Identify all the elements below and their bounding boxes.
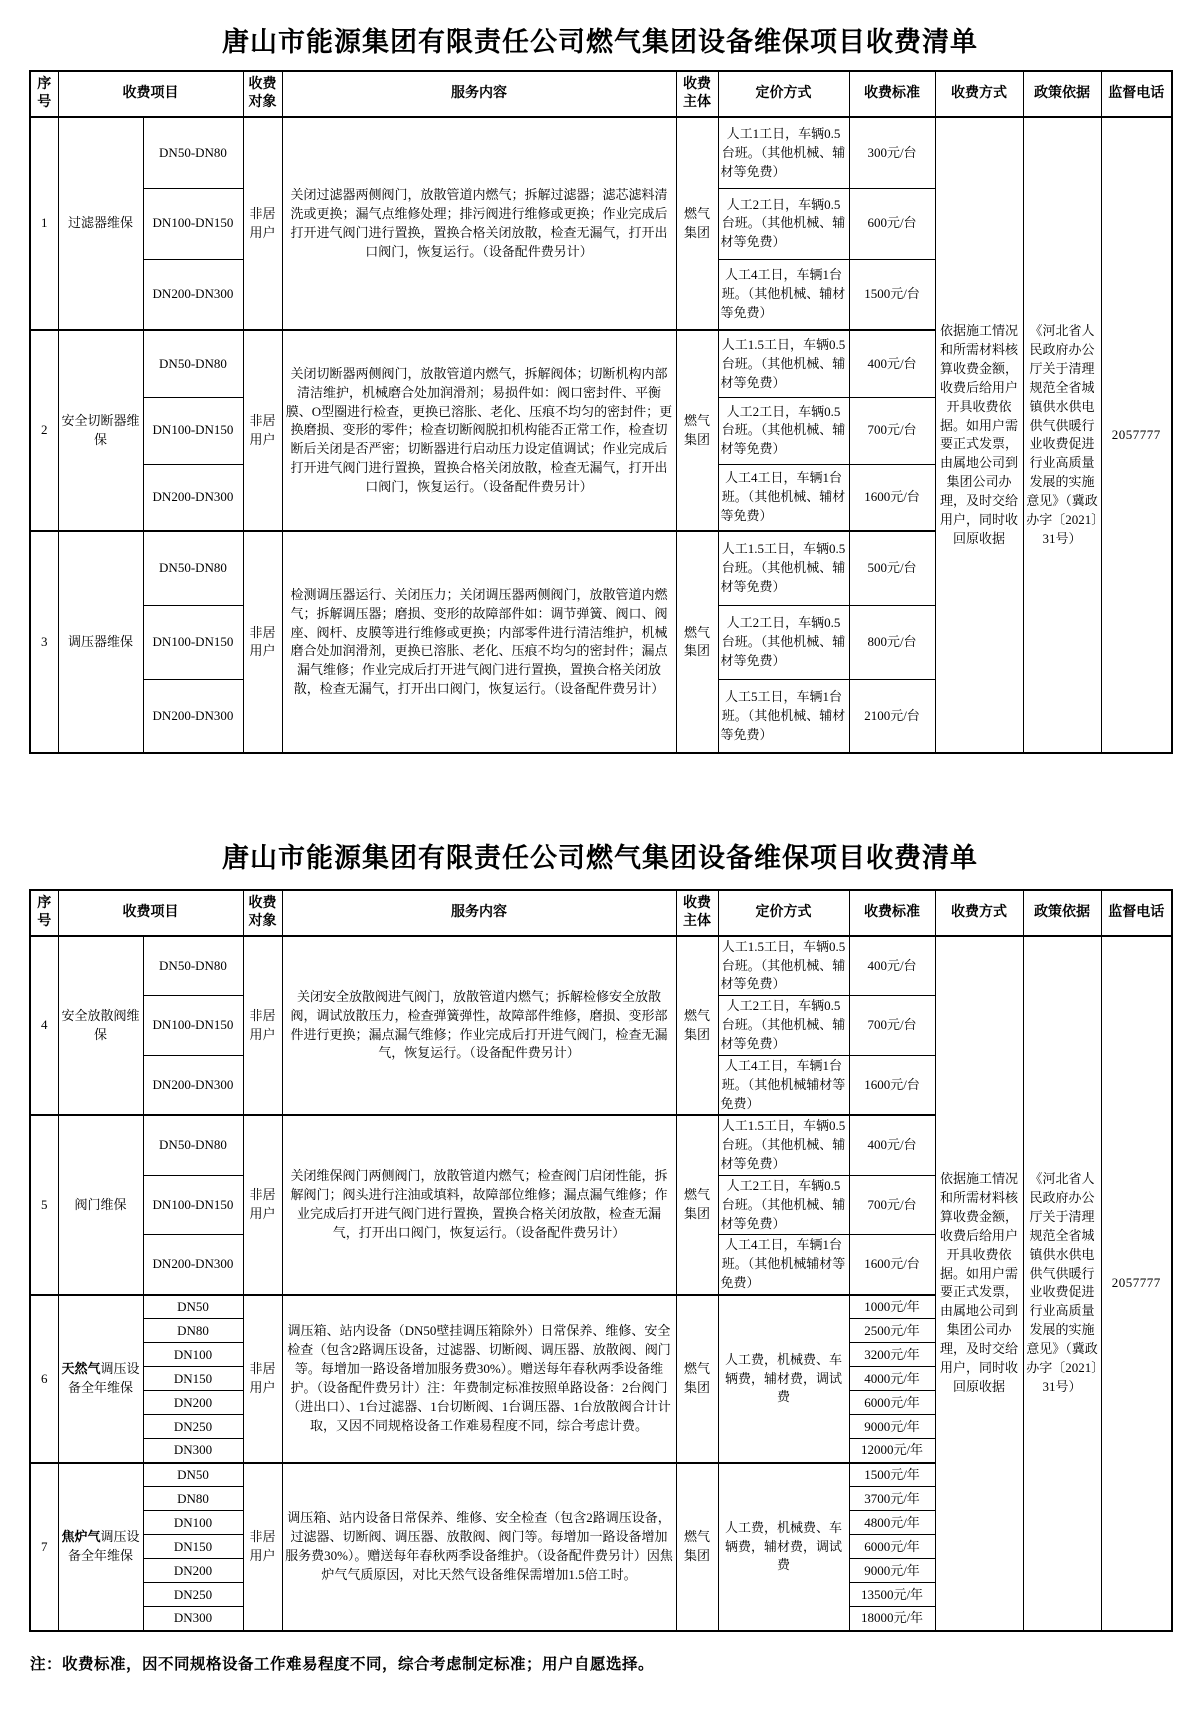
dn-spec: DN200 xyxy=(143,1391,243,1415)
row-seq: 1 xyxy=(30,117,58,330)
fee-standard: 4000元/年 xyxy=(849,1367,935,1391)
col-header-item: 收费项目 xyxy=(58,71,243,117)
fee-standard: 700元/台 xyxy=(849,996,935,1056)
pricing-method: 人工1.5工日，车辆0.5台班。（其他机械、辅材等免费） xyxy=(718,330,849,397)
col-header-pricing: 定价方式 xyxy=(718,71,849,117)
fee-item-name-rest: 安全放散阀维保 xyxy=(61,1007,140,1042)
page-title: 唐山市能源集团有限责任公司燃气集团设备维保项目收费清单 xyxy=(222,27,978,57)
row-seq: 6 xyxy=(30,1295,58,1463)
dn-spec: DN250 xyxy=(143,1415,243,1439)
dn-spec: DN150 xyxy=(143,1535,243,1559)
fee-standard: 2100元/台 xyxy=(849,679,935,753)
fee-standard: 400元/台 xyxy=(849,330,935,397)
supervision-phone: 2057777 xyxy=(1101,936,1172,1631)
pricing-method: 人工5工日，车辆1台班。（其他机械、辅材等免费） xyxy=(718,679,849,753)
row-seq: 7 xyxy=(30,1463,58,1631)
col-header-subject: 收费主体 xyxy=(676,71,718,117)
service-description: 关闭过滤器两侧阀门，放散管道内燃气；拆解过滤器；滤芯滤料清洗或更换；漏气点维修处理；排污阀进行维修或更换；作业完成后打开进气阀门进行置换，置换合格关闭放散，检查无漏气，打开出口阀门，恢复运行。（设备配件费另计） xyxy=(282,117,676,330)
fee-standard: 600元/台 xyxy=(849,188,935,259)
dn-spec: DN150 xyxy=(143,1367,243,1391)
pricing-method: 人工4工日，车辆1台班。（其他机械、辅材等免费） xyxy=(718,464,849,531)
dn-spec: DN300 xyxy=(143,1607,243,1631)
fee-item-name-rest: 调压器维保 xyxy=(67,633,133,649)
col-header-target: 收费对象 xyxy=(243,890,282,936)
dn-spec: DN200-DN300 xyxy=(143,1235,243,1295)
fee-item-name-rest: 安全切断器维保 xyxy=(61,413,140,447)
col-header-policy: 政策依据 xyxy=(1023,71,1101,117)
policy-basis: 《河北省人民政府办公厅关于清理规范全省城镇供水供电供气供暖行业收费促进行业高质量发展的实施意见》（冀政办字〔2021〕31号） xyxy=(1023,117,1101,753)
dn-spec: DN80 xyxy=(143,1487,243,1511)
policy-basis: 《河北省人民政府办公厅关于清理规范全省城镇供水供电供气供暖行业收费促进行业高质量发展的实施意见》（冀政办字〔2021〕31号） xyxy=(1023,936,1101,1631)
fee-target: 非居用户 xyxy=(243,330,282,531)
fee-target: 非居用户 xyxy=(243,1115,282,1295)
fee-standard: 6000元/年 xyxy=(849,1535,935,1559)
col-header-service: 服务内容 xyxy=(282,890,676,936)
pricing-method: 人工4工日，车辆1台班。（其他机械辅材等免费） xyxy=(718,1055,849,1115)
dn-spec: DN100-DN150 xyxy=(143,605,243,679)
fee-table-2 xyxy=(29,889,1173,1632)
row-seq: 3 xyxy=(30,531,58,753)
fee-subject: 燃气集团 xyxy=(676,117,718,330)
col-header-policy: 政策依据 xyxy=(1023,890,1101,936)
col-header-service: 服务内容 xyxy=(282,71,676,117)
page-title-2: 唐山市能源集团有限责任公司燃气集团设备维保项目收费清单 xyxy=(222,843,978,874)
fee-standard: 9000元/年 xyxy=(849,1415,935,1439)
col-header-seq: 序号 xyxy=(30,71,58,117)
fee-subject: 燃气集团 xyxy=(676,1115,718,1295)
fee-item-name-bold: 天然气 xyxy=(61,1361,101,1377)
fee-item-name-rest: 阀门维保 xyxy=(74,1196,127,1212)
dn-spec: DN50 xyxy=(143,1463,243,1487)
dn-spec: DN50-DN80 xyxy=(143,117,243,188)
fee-standard: 6000元/年 xyxy=(849,1391,935,1415)
fee-standard: 1000元/年 xyxy=(849,1295,935,1319)
fee-target: 非居用户 xyxy=(243,531,282,753)
fee-subject: 燃气集团 xyxy=(676,1463,718,1631)
fee-item-name xyxy=(58,531,143,753)
dn-spec: DN50-DN80 xyxy=(143,936,243,996)
fee-standard: 300元/台 xyxy=(849,117,935,188)
fee-target: 非居用户 xyxy=(243,117,282,330)
pricing-method: 人工2工日，车辆0.5台班。（其他机械、辅材等免费） xyxy=(718,188,849,259)
fee-standard: 1600元/台 xyxy=(849,1055,935,1115)
col-header-method: 收费方式 xyxy=(935,71,1023,117)
fee-standard: 400元/台 xyxy=(849,1115,935,1175)
fee-standard: 1500元/年 xyxy=(849,1463,935,1487)
fee-target: 非居用户 xyxy=(243,1463,282,1631)
fee-standard: 9000元/年 xyxy=(849,1559,935,1583)
fee-standard: 12000元/年 xyxy=(849,1439,935,1463)
dn-spec: DN200-DN300 xyxy=(143,679,243,753)
fee-standard: 2500元/年 xyxy=(849,1319,935,1343)
supervision-phone: 2057777 xyxy=(1101,117,1172,753)
fee-item-name xyxy=(58,1295,143,1463)
dn-spec: DN80 xyxy=(143,1319,243,1343)
pricing-method: 人工4工日，车辆1台班。（其他机械辅材等免费） xyxy=(718,1235,849,1295)
fee-item-name xyxy=(58,936,143,1116)
dn-spec: DN300 xyxy=(143,1439,243,1463)
col-header-standard: 收费标准 xyxy=(849,71,935,117)
fee-subject: 燃气集团 xyxy=(676,936,718,1116)
service-description: 关闭维保阀门两侧阀门，放散管道内燃气；检查阀门启闭性能，拆解阀门；阀头进行注油或填料，故障部位维修；漏点漏气维修；作业完成后打开进气阀门进行置换，置换合格关闭放散，检查无漏气，打开出口阀门，恢复运行。（设备配件费另计） xyxy=(282,1115,676,1295)
pricing-method: 人工4工日，车辆1台班。（其他机械、辅材等免费） xyxy=(718,259,849,330)
col-header-pricing: 定价方式 xyxy=(718,890,849,936)
fee-standard: 500元/台 xyxy=(849,531,935,605)
service-description: 关闭切断器两侧阀门，放散管道内燃气，拆解阀体；切断机构内部清洁维护，机械磨合处加润滑剂；易损件如：阀口密封件、平衡膜、O型圈进行检查，更换已溶胀、老化、压痕不均匀的密封件；更换磨损、变形的零件；检查切断阀脱扣机构能否正常工作，检查切断后关闭是否严密；切断器进行启动压力设定值调试；作业完成后打开进气阀门进行置换，置换合格关闭放散，检查无漏气，打开出口阀门，恢复运行。（设备配件费另计） xyxy=(282,330,676,531)
fee-standard: 400元/台 xyxy=(849,936,935,996)
pricing-method: 人工1.5工日，车辆0.5台班。（其他机械、辅材等免费） xyxy=(718,1115,849,1175)
col-header-seq: 序号 xyxy=(30,890,58,936)
pricing-method: 人工2工日，车辆0.5台班。（其他机械、辅材等免费） xyxy=(718,996,849,1056)
col-header-subject: 收费主体 xyxy=(676,890,718,936)
fee-standard: 800元/台 xyxy=(849,605,935,679)
fee-standard: 3700元/年 xyxy=(849,1487,935,1511)
dn-spec: DN250 xyxy=(143,1583,243,1607)
dn-spec: DN50 xyxy=(143,1295,243,1319)
pricing-method: 人工1.5工日，车辆0.5台班。（其他机械、辅材等免费） xyxy=(718,531,849,605)
dn-spec: DN100-DN150 xyxy=(143,188,243,259)
dn-spec: DN50-DN80 xyxy=(143,1115,243,1175)
dn-spec: DN100 xyxy=(143,1343,243,1367)
dn-spec: DN200-DN300 xyxy=(143,1055,243,1115)
fee-item-name xyxy=(58,1115,143,1295)
row-seq: 5 xyxy=(30,1115,58,1295)
pricing-method: 人工费，机械费、车辆费，辅材费，调试费 xyxy=(718,1295,849,1463)
col-header-standard: 收费标准 xyxy=(849,890,935,936)
fee-subject: 燃气集团 xyxy=(676,330,718,531)
fee-standard: 1600元/台 xyxy=(849,1235,935,1295)
service-description: 关闭安全放散阀进气阀门，放散管道内燃气；拆解检修安全放散阀，调试放散压力，检查弹簧弹性，故障部件维修，磨损、变形部件进行更换；漏点漏气维修；作业完成后打开进气阀门，检查无漏气，恢复运行。（设备配件费另计） xyxy=(282,936,676,1116)
fee-item-name xyxy=(58,330,143,531)
fee-item-name xyxy=(58,1463,143,1631)
fee-item-name-bold: 焦炉气 xyxy=(61,1529,101,1545)
service-description: 调压箱、站内设备日常保养、维修、安全检查（包含2路调压设备，过滤器、切断阀、调压器、放散阀、阀门等。每增加一路设备增加服务费30%）。赠送每年春秋两季设备维护。（设备配件费另计）因焦炉气气质原因，对比天然气设备维保需增加1.5倍工时。 xyxy=(282,1463,676,1631)
pricing-method: 人工2工日，车辆0.5台班。（其他机械、辅材等免费） xyxy=(718,397,849,464)
fee-standard: 4800元/年 xyxy=(849,1511,935,1535)
fee-item-name-rest: 调压设备全年维保 xyxy=(67,1529,140,1563)
footnote: 注：收费标准，因不同规格设备工作难易程度不同，综合考虑制定标准；用户自愿选择。 xyxy=(30,1655,655,1673)
fee-standard: 1500元/台 xyxy=(849,259,935,330)
payment-method: 依据施工情况和所需材料核算收费金额，收费后给用户开具收费依据。如用户需要正式发票，由属地公司到集团公司办理，及时交给用户，同时收回原收据 xyxy=(935,936,1023,1631)
dn-spec: DN50-DN80 xyxy=(143,330,243,397)
service-description: 检测调压器运行、关闭压力；关闭调压器两侧阀门，放散管道内燃气；拆解调压器；磨损、变形的故障部件如：调节弹簧、阀口、阀座、阀杆、皮膜等进行维修或更换；内部零件进行清洁维护，机械磨合处加润滑剂，更换已溶胀、老化、压痕不均匀的密封件；漏点漏气维修；作业完成后打开进气阀门进行置换，置换合格关闭放散，检查无漏气，打开出口阀门，恢复运行。（设备配件费另计） xyxy=(282,531,676,753)
fee-subject: 燃气集团 xyxy=(676,1295,718,1463)
pricing-method: 人工1工日，车辆0.5台班。（其他机械、辅材等免费） xyxy=(718,117,849,188)
payment-method: 依据施工情况和所需材料核算收费金额，收费后给用户开具收费依据。如用户需要正式发票，由属地公司到集团公司办理，及时交给用户，同时收回原收据 xyxy=(935,117,1023,753)
dn-spec: DN200-DN300 xyxy=(143,464,243,531)
pricing-method: 人工2工日，车辆0.5台班。（其他机械、辅材等免费） xyxy=(718,605,849,679)
fee-standard: 13500元/年 xyxy=(849,1583,935,1607)
fee-table-1 xyxy=(29,70,1173,754)
dn-spec: DN100 xyxy=(143,1511,243,1535)
dn-spec: DN200 xyxy=(143,1559,243,1583)
col-header-phone: 监督电话 xyxy=(1101,71,1172,117)
col-header-target: 收费对象 xyxy=(243,71,282,117)
col-header-item: 收费项目 xyxy=(58,890,243,936)
row-seq: 4 xyxy=(30,936,58,1116)
dn-spec: DN50-DN80 xyxy=(143,531,243,605)
fee-standard: 700元/台 xyxy=(849,397,935,464)
fee-target: 非居用户 xyxy=(243,936,282,1116)
dn-spec: DN200-DN300 xyxy=(143,259,243,330)
fee-item-name xyxy=(58,117,143,330)
fee-standard: 700元/台 xyxy=(849,1175,935,1235)
fee-standard: 1600元/台 xyxy=(849,464,935,531)
col-header-method: 收费方式 xyxy=(935,890,1023,936)
pricing-method: 人工2工日，车辆0.5台班。（其他机械、辅材等免费） xyxy=(718,1175,849,1235)
service-description: 调压箱、站内设备（DN50壁挂调压箱除外）日常保养、维修、安全检查（包含2路调压设备，过滤器、切断阀、调压器、放散阀、阀门等。每增加一路设备增加服务费30%）。赠送每年春秋两季设备维护。（设备配件费另计）注：年费制定标准按照单路设备：2台阀门（进出口）、1台过滤器、1台切断阀、1台调压器、1台放散阀合计计取，又因不同规格设备工作难易程度不同，综合考虑计费。 xyxy=(282,1295,676,1463)
row-seq: 2 xyxy=(30,330,58,531)
fee-item-name-rest: 调压设备全年维保 xyxy=(67,1361,140,1395)
fee-standard: 3200元/年 xyxy=(849,1343,935,1367)
dn-spec: DN100-DN150 xyxy=(143,1175,243,1235)
pricing-method: 人工1.5工日，车辆0.5台班。（其他机械、辅材等免费） xyxy=(718,936,849,996)
fee-item-name-rest: 过滤器维保 xyxy=(67,215,133,231)
fee-target: 非居用户 xyxy=(243,1295,282,1463)
col-header-phone: 监督电话 xyxy=(1101,890,1172,936)
fee-standard: 18000元/年 xyxy=(849,1607,935,1631)
pricing-method: 人工费，机械费、车辆费，辅材费，调试费 xyxy=(718,1463,849,1631)
dn-spec: DN100-DN150 xyxy=(143,397,243,464)
dn-spec: DN100-DN150 xyxy=(143,996,243,1056)
fee-subject: 燃气集团 xyxy=(676,531,718,753)
